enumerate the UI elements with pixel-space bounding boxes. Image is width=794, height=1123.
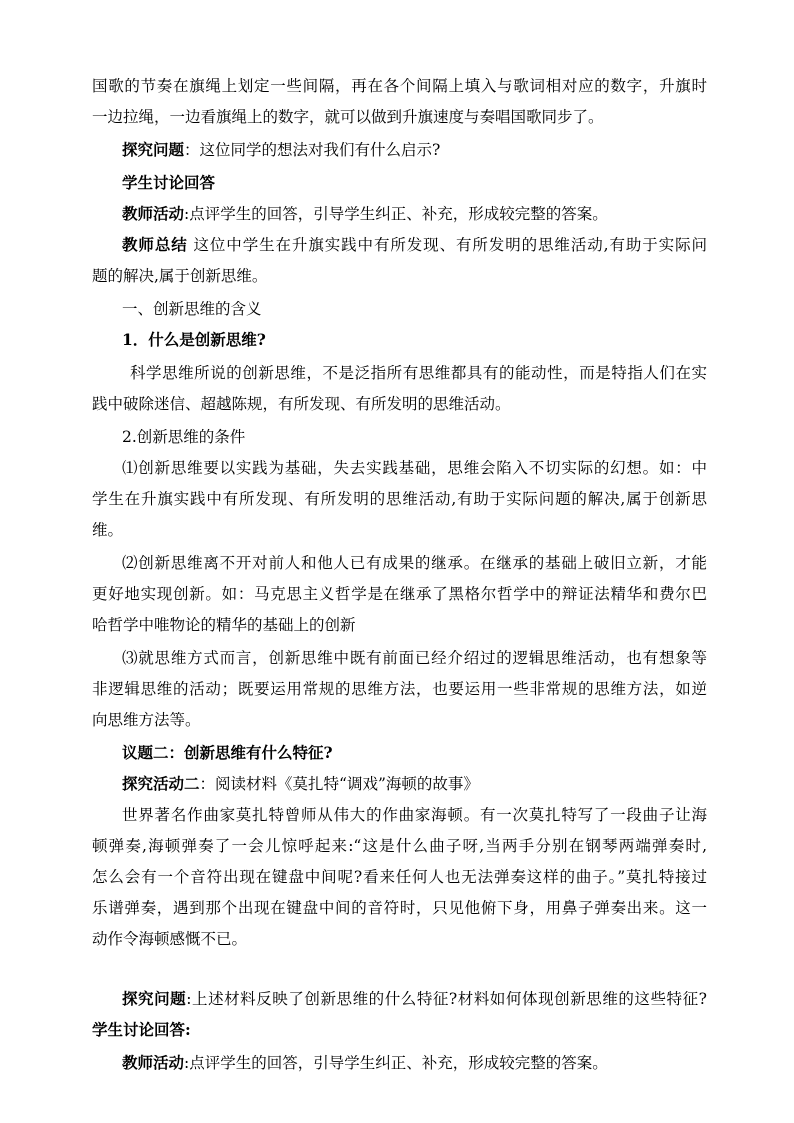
paragraph-line: 向思维方法等。 <box>92 711 201 729</box>
paragraph-line: 题的解决,属于创新思维。 <box>92 267 268 285</box>
section-label: 学生讨论回答: <box>92 1020 191 1039</box>
paragraph-line: 一边拉绳，一边看旗绳上的数字，就可以做到升旗速度与奏唱国歌同步了。 <box>92 108 604 126</box>
paragraph-line: ⑶就思维方式而言，创新思维中既有前面已经介绍过的逻辑思维活动，也有想象等 <box>122 649 707 667</box>
paragraph-line: 动作令海顿感慨不已。 <box>92 930 248 948</box>
question-line: 探究问题:上述材料反映了创新思维的什么特征?材料如何体现创新思维的这些特征? <box>122 989 707 1008</box>
paragraph-line: 更好地实现创新。如：马克思主义哲学是在继承了黑格尔哲学中的辩证法精华和费尔巴 <box>92 585 707 603</box>
paragraph-line: 顿弹奏,海顿弹奏了一会儿惊呼起来:“这是什么曲子呀,当两手分别在钢琴两端弹奏时, <box>92 837 707 855</box>
paragraph-line: 维。 <box>92 521 124 539</box>
paragraph-line: ⑴创新思维要以实践为基础，失去实践基础，思维会陷入不切实际的幻想。如：中 <box>122 459 707 477</box>
paragraph-line: 怎么会有一个音符出现在键盘中间呢?看来任何人也无法弹奏这样的曲子。”莫扎特接过 <box>92 868 707 886</box>
paragraph-line: 学生在升旗实践中有所发现、有所发明的思维活动,有助于实际问题的解决,属于创新思 <box>92 490 707 508</box>
paragraph-line: 哈哲学中唯物论的精华的基础上的创新 <box>92 616 356 634</box>
section-heading: 一、创新思维的含义 <box>122 300 262 318</box>
teacher-activity-line: 教师活动:点评学生的回答，引导学生纠正、补充，形成较完整的答案。 <box>122 204 608 223</box>
section-label: 学生讨论回答 <box>122 173 216 192</box>
paragraph-line: 国歌的节奏在旗绳上划定一些间隔，再在各个间隔上填入与歌词相对应的数字，升旗时 <box>92 77 707 95</box>
teacher-activity-line: 教师活动:点评学生的回答，引导学生纠正、补充，形成较完整的答案。 <box>122 1053 608 1072</box>
paragraph-line: 世界著名作曲家莫扎特曾师从伟大的作曲家海顿。有一次莫扎特写了一段曲子让海 <box>122 806 707 824</box>
subsection-heading: 1．什么是创新思维? <box>122 330 266 349</box>
paragraph-line: 践中破除迷信、超越陈规，有所发现、有所发明的思维活动。 <box>92 395 511 413</box>
teacher-summary-line: 教师总结 这位中学生在升旗实践中有所发现、有所发明的思维活动,有助于实际问 <box>122 235 707 254</box>
activity-line: 探究活动二：阅读材料《莫扎特“调戏”海顿的故事》 <box>122 774 479 793</box>
subsection-heading: 2.创新思维的条件 <box>122 428 246 446</box>
paragraph-line: ⑵创新思维离不开对前人和他人已有成果的继承。在继承的基础上破旧立新，才能 <box>122 554 707 572</box>
question-line: 探究问题：这位同学的想法对我们有什么启示? <box>122 140 441 159</box>
paragraph-line: 非逻辑思维的活动；既要运用常规的思维方法，也要运用一些非常规的思维方法，如逆 <box>92 680 707 698</box>
paragraph-line: 科学思维所说的创新思维，不是泛指所有思维都具有的能动性，而是特指人们在实 <box>130 364 707 382</box>
paragraph-line: 乐谱弹奏，遇到那个出现在键盘中间的音符时，只见他俯下身，用鼻子弹奏出来。这一 <box>92 899 707 917</box>
topic-heading: 议题二：创新思维有什么特征? <box>122 743 333 762</box>
